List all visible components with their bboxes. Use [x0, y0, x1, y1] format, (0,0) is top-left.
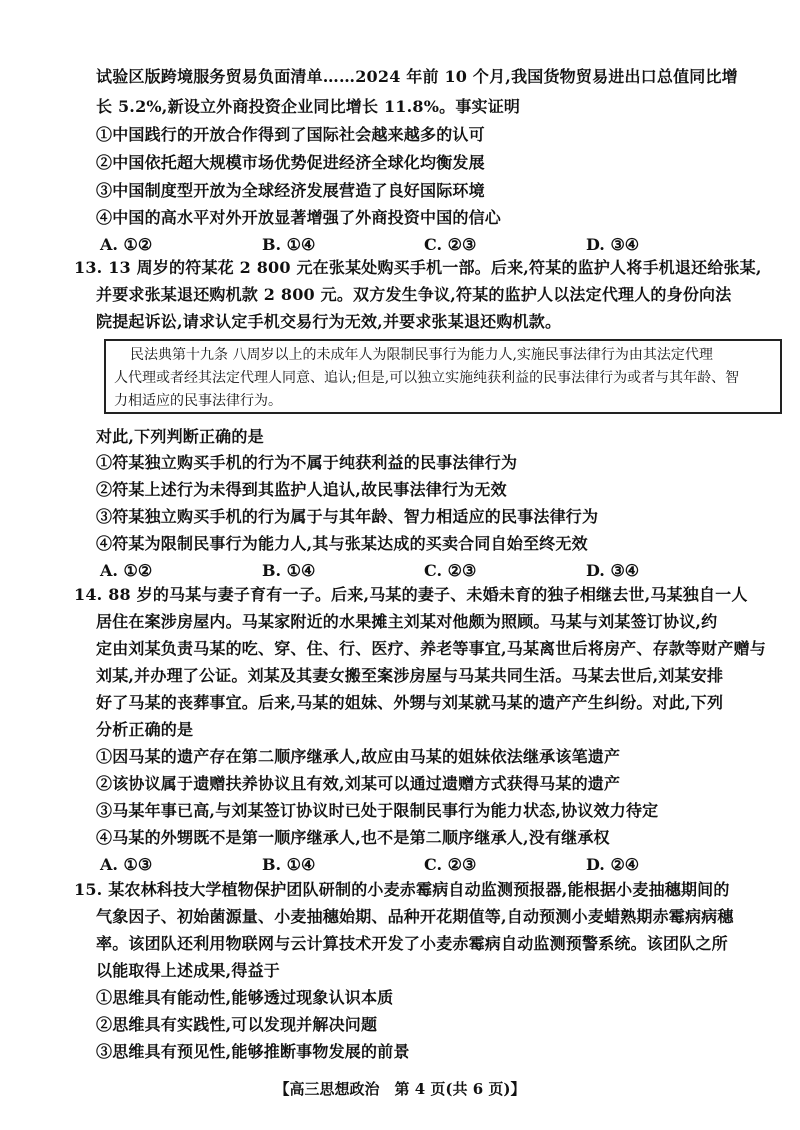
q15-stem-line-4: 以能取得上述成果,得益于 — [96, 961, 280, 980]
q13-stem-line-2: 并要求张某退还购机款 2 800 元。双方发生争议,符某的监护人以法定代理人的身份向法 — [96, 285, 732, 304]
q13-item-2: ②符某上述行为未得到其监护人追认,故民事法律行为无效 — [96, 480, 507, 499]
civil-code-line-3: 力相适应的民事法律行为。 — [114, 393, 282, 409]
q12-option-d[interactable]: D. ③④ — [586, 235, 640, 254]
q13-option-b[interactable]: B. ①④ — [262, 561, 316, 580]
q15-item-3: ③思维具有预见性,能够推断事物发展的前景 — [96, 1042, 410, 1061]
q13-item-4: ④符某为限制民事行为能力人,其与张某达成的买卖合同自始至终无效 — [96, 534, 588, 553]
q14-item-3: ③马某年事已高,与刘某签订协议时已处于限制民事行为能力状态,协议效力待定 — [96, 801, 659, 820]
q12-item-4: ④中国的高水平对外开放显著增强了外商投资中国的信心 — [96, 208, 502, 227]
q12-option-a[interactable]: A. ①② — [100, 235, 153, 254]
q14-stem-line-6: 分析正确的是 — [96, 720, 194, 739]
q13-prompt: 对此,下列判断正确的是 — [96, 427, 264, 446]
q14-item-2: ②该协议属于遗赠扶养协议且有效,刘某可以通过遗赠方式获得马某的遗产 — [96, 774, 621, 793]
q12-option-c[interactable]: C. ②③ — [424, 235, 477, 254]
q14-stem-line-3: 定由刘某负责马某的吃、穿、住、行、医疗、养老等事宜,马某离世后将房产、存款等财产赠与 — [96, 639, 766, 658]
q13-option-d[interactable]: D. ③④ — [586, 561, 640, 580]
page-footer: 【高三思想政治 第 4 页(共 6 页)】 — [274, 1080, 526, 1098]
q15-stem-line-3: 率。该团队还利用物联网与云计算技术开发了小麦赤霉病自动监测预警系统。该团队之所 — [96, 934, 728, 953]
q12-item-3: ③中国制度型开放为全球经济发展营造了良好国际环境 — [96, 181, 485, 200]
q12-stem-line-1: 试验区版跨境服务贸易负面清单……2024 年前 10 个月,我国货物贸易进出口总值同比增 — [96, 67, 738, 86]
q15-stem-line-1: 15. 某农林科技大学植物保护团队研制的小麦赤霉病自动监测预报器,能根据小麦抽穗期间的 — [74, 880, 730, 899]
q14-option-b[interactable]: B. ①④ — [262, 855, 316, 874]
q12-stem-line-2: 长 5.2%,新设立外商投资企业同比增长 11.8%。事实证明 — [96, 97, 521, 116]
q13-option-c[interactable]: C. ②③ — [424, 561, 477, 580]
q14-item-1: ①因马某的遗产存在第二顺序继承人,故应由马某的姐妹依法继承该笔遗产 — [96, 747, 621, 766]
q13-item-1: ①符某独立购买手机的行为不属于纯获利益的民事法律行为 — [96, 453, 518, 472]
q14-option-c[interactable]: C. ②③ — [424, 855, 477, 874]
q13-stem-line-3: 院提起诉讼,请求认定手机交易行为无效,并要求张某退还购机款。 — [96, 312, 562, 331]
q12-item-2: ②中国依托超大规模市场优势促进经济全球化均衡发展 — [96, 153, 485, 172]
q14-option-a[interactable]: A. ①③ — [100, 855, 153, 874]
q12-option-b[interactable]: B. ①④ — [262, 235, 316, 254]
q15-item-2: ②思维具有实践性,可以发现并解决问题 — [96, 1015, 378, 1034]
q12-item-1: ①中国践行的开放合作得到了国际社会越来越多的认可 — [96, 125, 485, 144]
civil-code-line-2: 人代理或者经其法定代理人同意、追认;但是,可以独立实施纯获利益的民事法律行为或者与其年龄、智 — [114, 370, 740, 386]
q13-option-a[interactable]: A. ①② — [100, 561, 153, 580]
q14-option-d[interactable]: D. ②④ — [586, 855, 640, 874]
civil-code-line-1: 民法典第十九条 八周岁以上的未成年人为限制民事行为能力人,实施民事法律行为由其法定代理 — [130, 347, 713, 363]
q14-stem-line-1: 14. 88 岁的马某与妻子育有一子。后来,马某的妻子、未婚未育的独子相继去世,马某独自一人 — [74, 585, 748, 604]
q15-item-1: ①思维具有能动性,能够透过现象认识本质 — [96, 988, 394, 1007]
q14-stem-line-4: 刘某,并办理了公证。刘某及其妻女搬至案涉房屋与马某共同生活。马某去世后,刘某安排 — [96, 666, 724, 685]
q14-stem-line-2: 居住在案涉房屋内。马某家附近的水果摊主刘某对他颇为照顾。马某与刘某签订协议,约 — [96, 612, 718, 631]
q13-item-3: ③符某独立购买手机的行为属于与其年龄、智力相适应的民事法律行为 — [96, 507, 599, 526]
q14-item-4: ④马某的外甥既不是第一顺序继承人,也不是第二顺序继承人,没有继承权 — [96, 828, 610, 847]
civil-code-excerpt-box — [104, 339, 782, 414]
q14-stem-line-5: 好了马某的丧葬事宜。后来,马某的姐妹、外甥与刘某就马某的遗产产生纠纷。对此,下列 — [96, 693, 724, 712]
q15-stem-line-2: 气象因子、初始菌源量、小麦抽穗始期、品种开花期值等,自动预测小麦蜡熟期赤霉病病穗 — [96, 907, 734, 926]
q13-stem-line-1: 13. 13 周岁的符某花 2 800 元在张某处购买手机一部。后来,符某的监护人将手机退还给张某, — [74, 258, 762, 277]
